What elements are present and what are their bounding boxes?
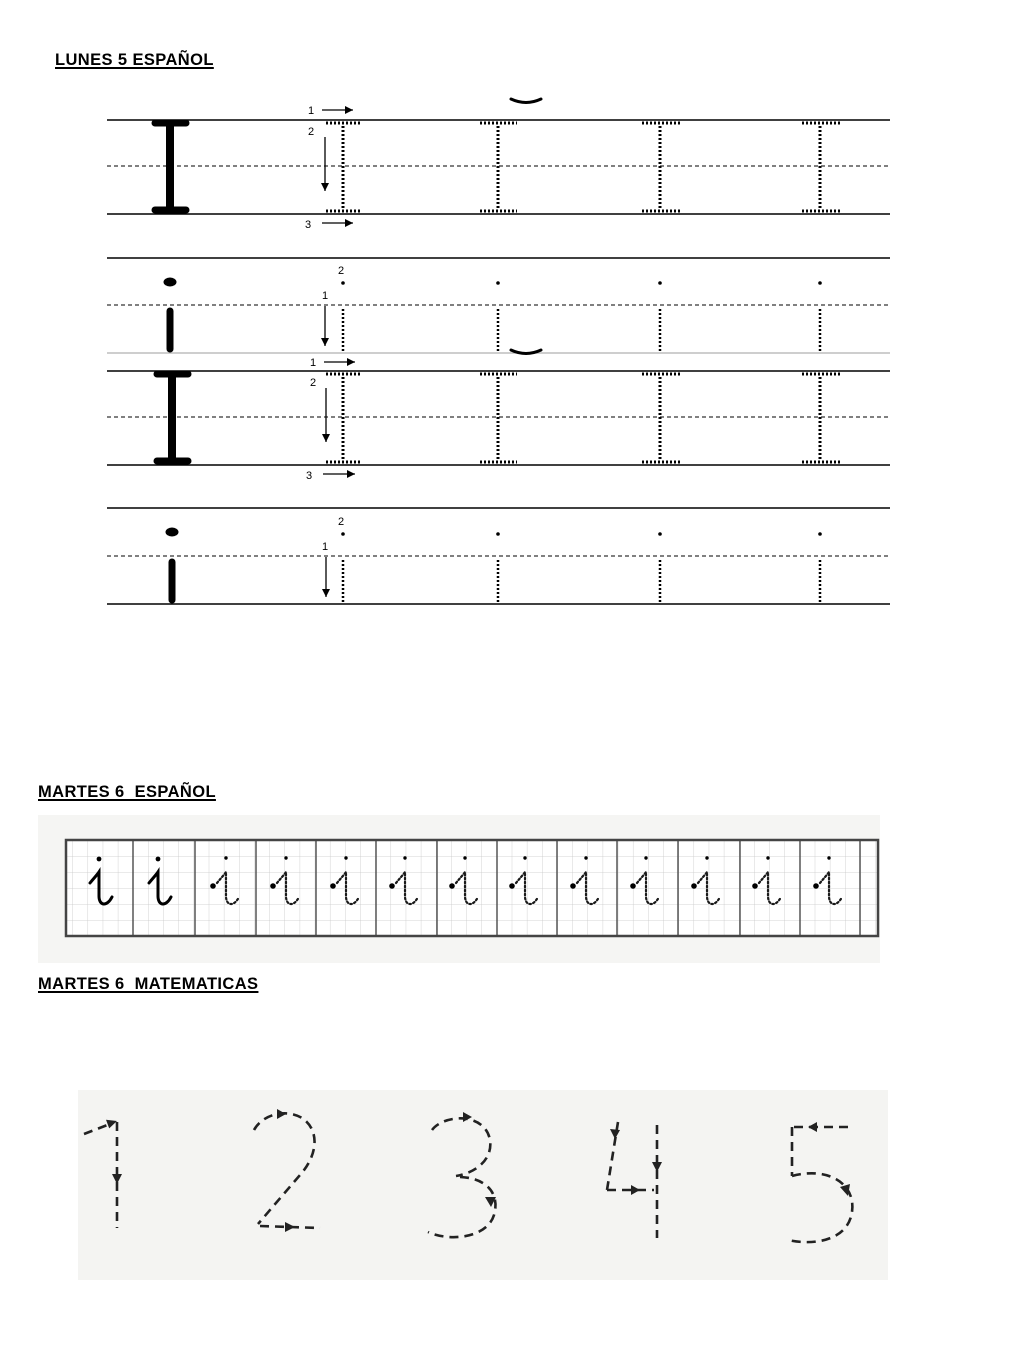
tracing-block-2 <box>100 350 900 609</box>
dotted-dot <box>496 281 500 285</box>
start-dot <box>449 883 455 889</box>
dotted-dot <box>818 532 822 536</box>
dotted-dot <box>818 281 822 285</box>
start-dot <box>210 883 216 889</box>
model-i-dot <box>164 278 177 287</box>
heading-martes-matematicas: MARTES 6 MATEMATICAS <box>38 975 259 993</box>
scan-background <box>78 1090 888 1280</box>
cropped-stroke <box>511 350 541 354</box>
traceable-uppercase-i <box>326 123 362 211</box>
start-dot <box>389 883 395 889</box>
start-dot <box>270 883 276 889</box>
dotted-cursive-i-dot <box>644 856 647 859</box>
traceable-lowercase-i <box>496 281 500 352</box>
block-paper <box>100 354 900 609</box>
cursive-i-dot <box>156 857 161 862</box>
stroke-number-2: 2 <box>338 265 345 277</box>
numeral-tracing-sheet <box>0 1085 1024 1285</box>
traceable-lowercase-i <box>658 281 662 352</box>
dotted-cursive-i-dot <box>523 856 526 859</box>
stroke-number-1: 1 <box>322 541 329 553</box>
dotted-cursive-i-dot <box>827 856 830 859</box>
dotted-dot <box>341 532 345 536</box>
model-lowercase-i <box>164 278 177 350</box>
stroke-order-guide <box>305 105 353 231</box>
traceable-lowercase-i <box>341 281 345 352</box>
dotted-cursive-i-dot <box>344 856 347 859</box>
start-dot <box>509 883 515 889</box>
start-dot <box>570 883 576 889</box>
stroke-number-2: 2 <box>338 516 345 528</box>
traceable-uppercase-i <box>642 123 680 211</box>
lowercase-i-row <box>107 258 890 353</box>
start-dot <box>691 883 697 889</box>
stroke-number-3: 3 <box>306 470 313 482</box>
start-dot <box>630 883 636 889</box>
heading-martes-espanol: MARTES 6 ESPAÑOL <box>38 783 216 801</box>
dotted-cursive-i-dot <box>224 856 227 859</box>
dotted-dot <box>341 281 345 285</box>
start-dot <box>330 883 336 889</box>
stroke-number-1: 1 <box>310 357 317 369</box>
dotted-cursive-i-dot <box>584 856 587 859</box>
stroke-number-1: 1 <box>322 290 329 302</box>
cursive-i-dot <box>97 857 102 862</box>
cropped-stroke <box>511 99 541 103</box>
start-dot <box>813 883 819 889</box>
dotted-cursive-i-dot <box>284 856 287 859</box>
dotted-dot <box>658 281 662 285</box>
dotted-dot <box>496 532 500 536</box>
dotted-cursive-i-dot <box>403 856 406 859</box>
heading-lunes-espanol: LUNES 5 ESPAÑOL <box>55 51 214 69</box>
stroke-number-1: 1 <box>308 105 315 117</box>
dotted-cursive-i-dot <box>766 856 769 859</box>
tracing-block-1 <box>107 99 890 353</box>
stroke-number-2: 2 <box>310 377 317 389</box>
stroke-number-3: 3 <box>305 219 312 231</box>
uppercase-i-row <box>107 105 890 231</box>
letter-i-tracing-sheet <box>0 90 1024 620</box>
traceable-uppercase-i <box>802 123 840 211</box>
traceable-lowercase-i <box>818 281 822 352</box>
dotted-dot <box>658 532 662 536</box>
start-dot <box>752 883 758 889</box>
traceable-uppercase-i <box>480 123 517 211</box>
stroke-number-2: 2 <box>308 126 315 138</box>
dotted-cursive-i-dot <box>705 856 708 859</box>
dotted-cursive-i-dot <box>463 856 466 859</box>
cursive-i-practice-strip <box>0 812 1024 967</box>
model-i-dot <box>166 528 179 537</box>
